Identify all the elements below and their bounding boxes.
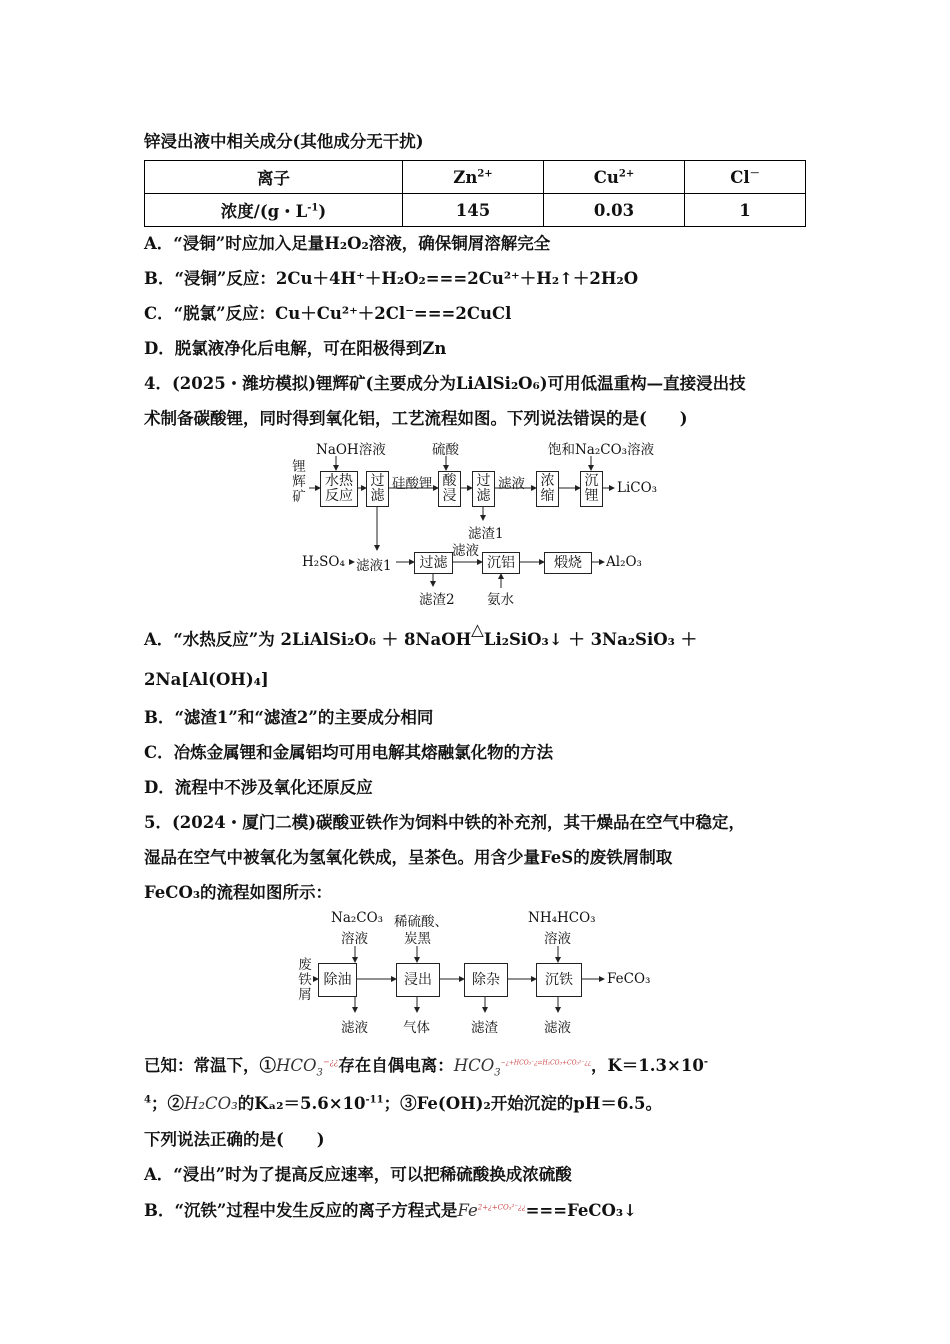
q4-option-a-line2: 2Na[Al(OH)₄]: [144, 670, 269, 689]
q5-known-line1: 已知：常温下，$①HCO_3^{-¿¿}$存在自偶电离：$HCO_3^{-¿+HCO_3^-¿\rightleftharpoons H_2CO_3+CO_3^{2-}¿¿}$，K＝1.3×10-: [144, 1056, 708, 1079]
box-leach: 浸出: [396, 963, 440, 997]
label-al-product: Al₂O₃: [606, 554, 642, 570]
box-remove-impurity: 除杂: [464, 963, 508, 997]
label-feco3-product: FeCO₃: [607, 971, 651, 987]
label-na2co3-solution: 溶液: [341, 931, 368, 947]
q3-option-b: B．“浸铜”反应：2Cu＋4H⁺＋H₂O₂===2Cu²⁺＋H₂↑＋2H₂O: [144, 269, 639, 288]
q4-flowchart: [144, 436, 810, 606]
label-h2so4-top: 硫酸: [432, 442, 459, 458]
q4-stem-line2: 术制备碳酸锂，同时得到氧化铝，工艺流程如图。下列说法错误的是( ): [144, 409, 688, 428]
q5-option-b: B．“沉铁”过程中发生反应的离子方程式是$Fe^{2+¿+CO_3^{2-}¿¿}===FeCO_3↓$: [144, 1201, 637, 1220]
table-header-ion: 离子: [145, 161, 403, 194]
box-filter-1: 过滤: [366, 471, 389, 507]
table-header-cl: Cl－: [685, 161, 806, 194]
label-ammonia: 氨水: [487, 592, 514, 608]
table-cell-cu: 0.03: [544, 194, 685, 227]
q4-flow-arrows: [144, 436, 810, 606]
label-waste-iron: 废铁屑: [298, 957, 312, 1003]
table-row-label: 浓度/(g・$L^{-1}$): [145, 194, 403, 227]
box-acid-leach: 酸浸: [438, 471, 461, 507]
q3-option-d: D．脱氯液净化后电解，可在阳极得到Zn: [144, 339, 447, 358]
table-cell-zn: 145: [403, 194, 544, 227]
q5-known-line2: $^4$；②H₂CO₃的$K_{a2}=5.6\times 10^{-11}$；③Fe(OH)₂开始沉淀的pH＝6.5。: [144, 1094, 663, 1113]
label-silicate: 硅酸锂: [392, 476, 433, 492]
q4-stem-line1: 4．(2025・潍坊模拟)锂辉矿(主要成分为LiAlSi₂O₆)可用低温重构—直接浸出技: [144, 374, 746, 393]
q5-option-a: A．“浸出”时为了提高反应速率，可以把稀硫酸换成浓硫酸: [144, 1165, 572, 1184]
label-na2co3-reagent: Na₂CO₃: [331, 910, 384, 926]
table-row: [145, 194, 806, 227]
label-byproduct-3: 滤渣: [471, 1020, 498, 1036]
label-nh4hco3-solution: 溶液: [544, 931, 571, 947]
q5-question: 下列说法正确的是( ): [144, 1130, 325, 1149]
box-filter-2: 过滤: [472, 471, 495, 507]
q4-option-c: C．冶炼金属锂和金属铝均可用电解其熔融氯化物的方法: [144, 743, 554, 762]
box-concentrate: 浓缩: [536, 471, 559, 507]
box-precipitate-li: 沉锂: [580, 471, 603, 507]
label-byproduct-4: 滤液: [544, 1020, 571, 1036]
box-calcine: 煅烧: [544, 552, 592, 574]
q4-option-d: D．流程中不涉及氧化还原反应: [144, 778, 373, 797]
table-cell-cl: 1: [685, 194, 806, 227]
label-byproduct-2: 气体: [403, 1020, 430, 1036]
table-header-row: [145, 161, 806, 194]
label-residue-1: 滤渣1: [468, 526, 504, 542]
label-filtrate-1: 滤液1: [356, 558, 392, 574]
label-nh4hco3: NH₄HCO₃: [528, 910, 596, 926]
q4-option-b: B．“滤渣1”和“滤渣2”的主要成分相同: [144, 708, 434, 727]
intro-text: 锌浸出液中相关成分(其他成分无干扰): [144, 132, 424, 151]
label-naoh: NaOH溶液: [316, 442, 386, 458]
q5-stem-line1: 5．(2024・厦门二模)碳酸亚铁作为饲料中铁的补充剂，其干燥品在空气中稳定，: [144, 813, 746, 832]
box-degrease: 除油: [318, 963, 357, 997]
label-residue-2: 滤渣2: [419, 592, 455, 608]
ion-table: [144, 160, 806, 227]
table-header-cu: $Cu^{2+}$: [544, 161, 685, 194]
q4-option-a-line1: A．“水热反应”为 2LiAlSi₂O₆ ＋ 8NaOH△Li₂SiO₃↓ ＋ 3Na₂SiO₃ ＋: [144, 620, 698, 649]
box-precipitate-al: 沉铝: [482, 552, 520, 574]
label-filtrate: 滤液: [498, 476, 525, 492]
q5-stem-line2: 湿品在空气中被氧化为氢氧化铁成，呈茶色。用含少量FeS的废铁屑制取: [144, 848, 673, 867]
label-filtrate-2: 滤液: [452, 543, 479, 559]
q5-flowchart: [144, 908, 810, 1038]
box-hydrothermal: 水热反应: [320, 471, 358, 507]
q5-stem-line3: FeCO₃的流程如图所示：: [144, 883, 333, 902]
label-carbon-black: 炭黑: [404, 931, 431, 947]
label-na2co3: 饱和Na₂CO₃溶液: [548, 442, 655, 458]
label-ore: 锂辉矿: [292, 459, 306, 505]
label-h2so4: H₂SO₄: [302, 554, 345, 570]
box-filter-3: 过滤: [414, 552, 453, 574]
label-byproduct-1: 滤液: [341, 1020, 368, 1036]
box-precipitate-fe: 沉铁: [536, 963, 582, 997]
label-dilute-acid: 稀硫酸、: [394, 914, 448, 930]
table-header-zn: $Zn^{2+}$: [403, 161, 544, 194]
heat-triangle: △: [471, 620, 484, 639]
q3-option-c: C．“脱氯”反应：Cu＋Cu²⁺＋2Cl⁻===2CuCl: [144, 304, 512, 323]
q3-option-a: A．“浸铜”时应加入足量H₂O₂溶液，确保铜屑溶解完全: [144, 234, 551, 253]
label-li-product: LiCO₃: [617, 480, 658, 496]
